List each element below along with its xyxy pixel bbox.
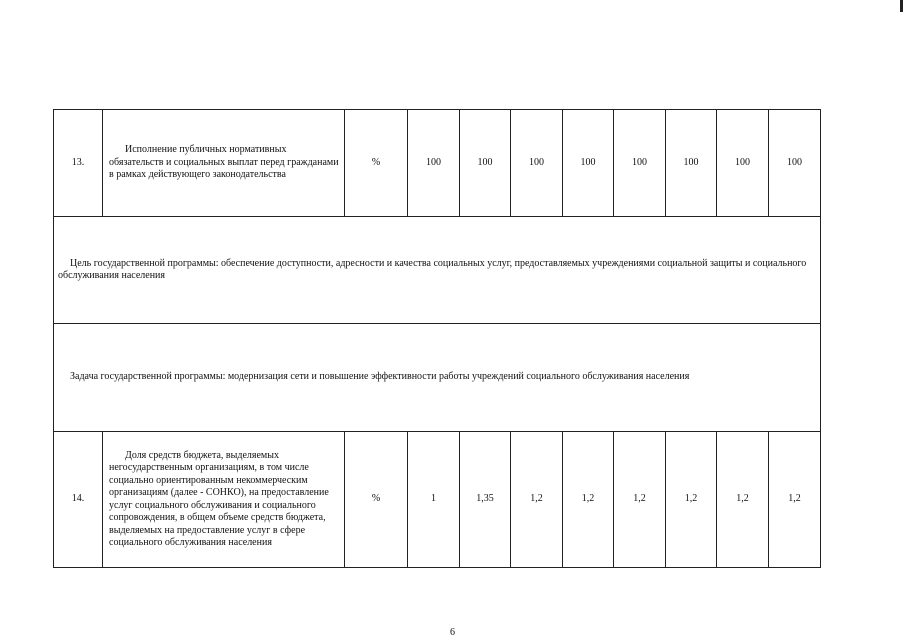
program-task-text: Задача государственной программы: модернизация сети и повышение эффективности работы учреждений социального обслуживания населения [54, 324, 821, 432]
unit-cell: % [345, 110, 408, 217]
value-cell: 100 [614, 110, 666, 217]
value-cell: 1,2 [666, 432, 717, 568]
value-cell: 1,35 [460, 432, 511, 568]
value-cell: 100 [563, 110, 614, 217]
value-cell: 100 [666, 110, 717, 217]
unit-cell: % [345, 432, 408, 568]
table-row-14 [54, 432, 821, 568]
value-cell: 100 [408, 110, 460, 217]
row-number: 13. [54, 110, 103, 217]
value-cell: 1 [408, 432, 460, 568]
value-cell: 100 [769, 110, 821, 217]
value-cell: 1,2 [614, 432, 666, 568]
indicator-description: Доля средств бюджета, выделяемых негосударственным организациям, в том числе социально ориентированным некоммерческим организациям (далее - СОНКО), на предоставление услуг социального обслуживания и социального сопровождения, в общем объеме средств бюджета, выделяемых на предоставление услуг в сфере социального обслуживания населения [103, 432, 345, 568]
table-row-13 [54, 110, 821, 217]
program-task-row [54, 324, 821, 432]
value-cell: 1,2 [717, 432, 769, 568]
program-goal-row [54, 217, 821, 324]
page-number: 6 [450, 627, 455, 638]
value-cell: 1,2 [511, 432, 563, 568]
value-cell: 100 [460, 110, 511, 217]
value-cell: 100 [511, 110, 563, 217]
scan-edge-mark [900, 0, 903, 12]
program-goal-text: Цель государственной программы: обеспечение доступности, адресности и качества социальных услуг, предоставляемых учреждениями социальной защиты и социального обслуживания населения [54, 217, 821, 324]
value-cell: 100 [717, 110, 769, 217]
value-cell: 1,2 [769, 432, 821, 568]
indicator-description: Исполнение публичных нормативных обязательств и социальных выплат перед гражданами в рамках действующего законодательства [103, 110, 345, 217]
row-number: 14. [54, 432, 103, 568]
value-cell: 1,2 [563, 432, 614, 568]
indicators-table [53, 109, 821, 568]
